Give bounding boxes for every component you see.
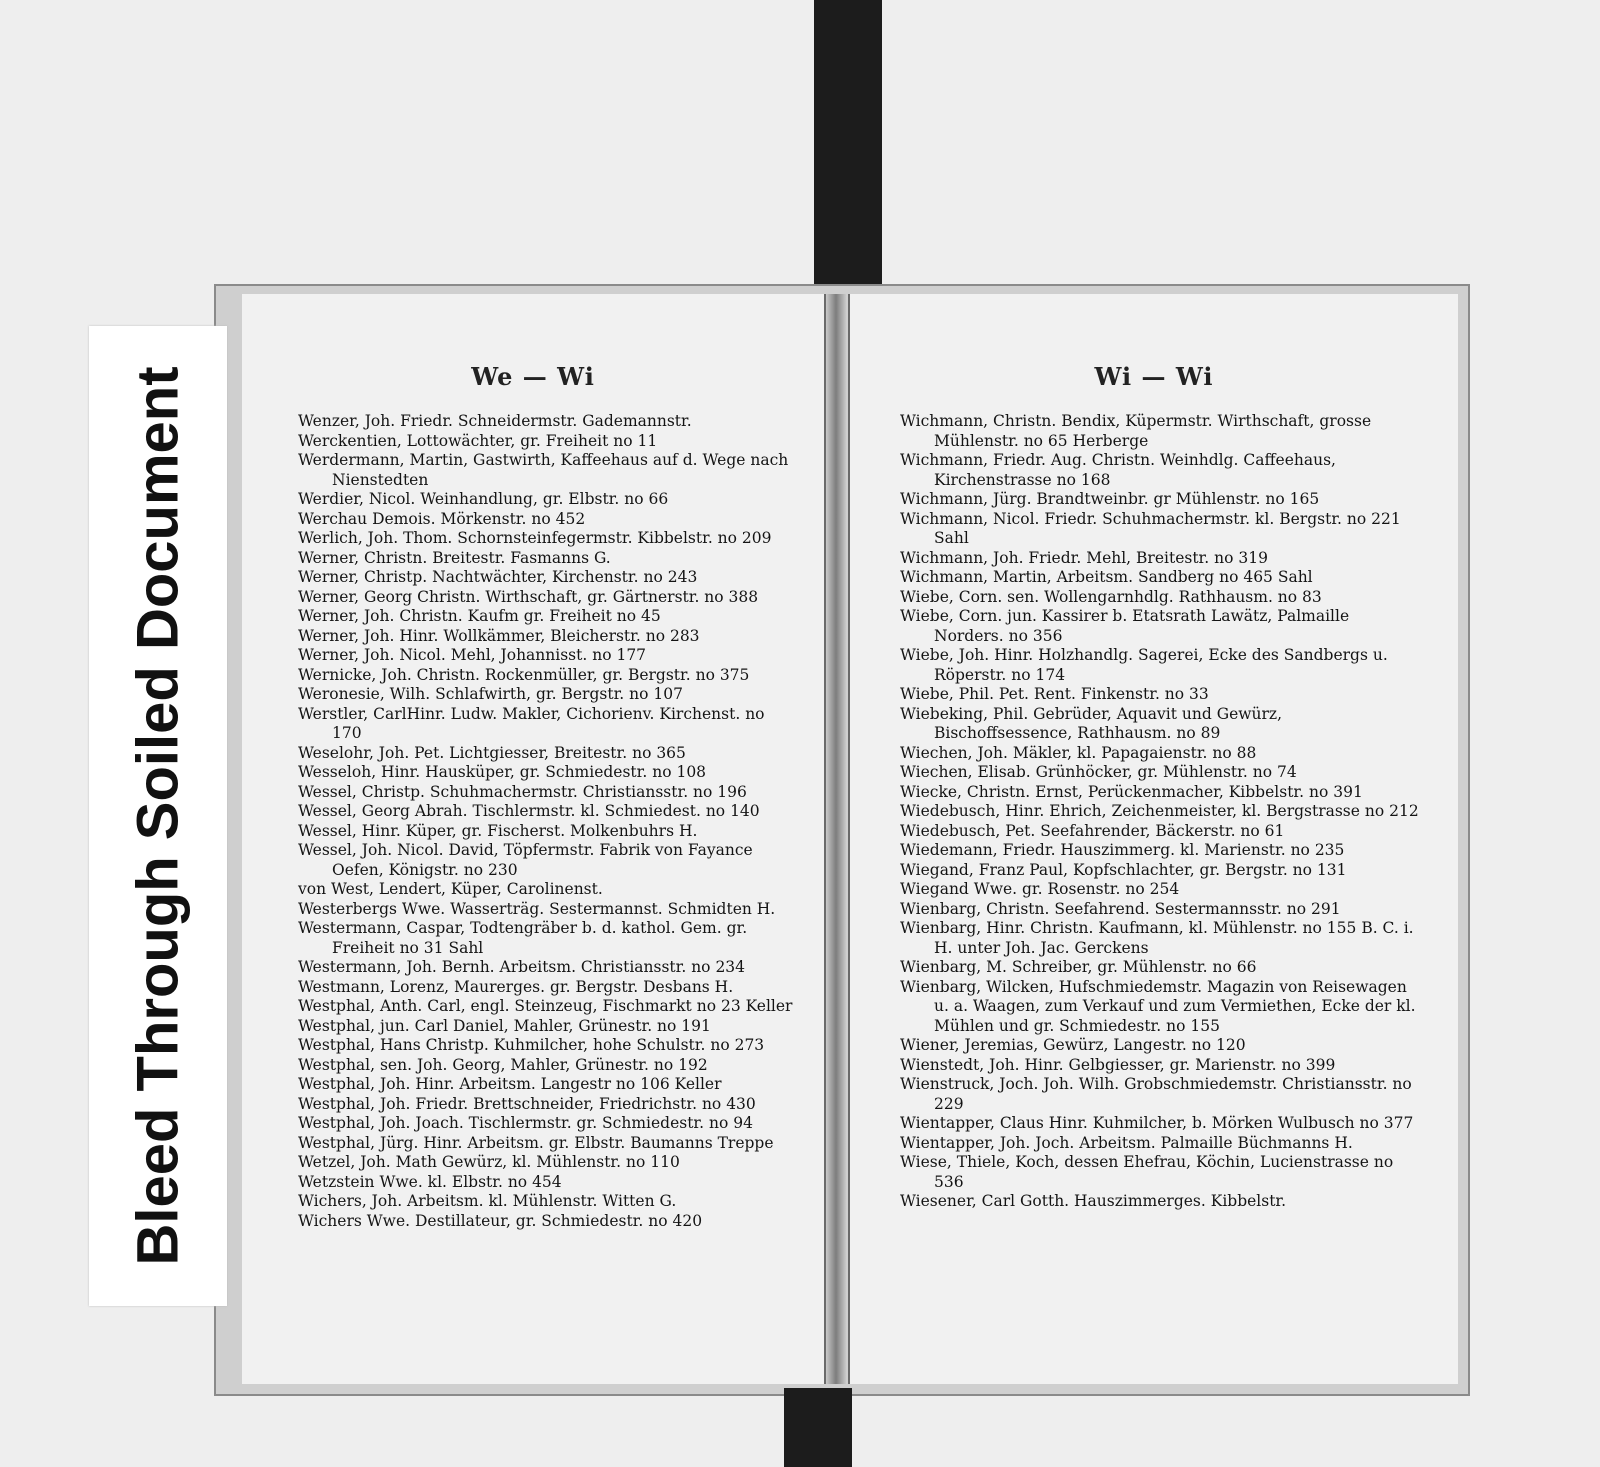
directory-entry: Werner, Joh. Hinr. Wollkämmer, Bleicherstr. no 283 [298, 626, 700, 645]
directory-entry: Werner, Georg Christn. Wirthschaft, gr. Gärtnerstr. no 388 [298, 587, 759, 606]
directory-entry: Wientapper, Claus Hinr. Kuhmilcher, b. Mörken Wulbusch no 377 [900, 1114, 1414, 1132]
right-page-header: Wi — Wi [1094, 362, 1214, 391]
directory-entry: Wiecke, Christn. Ernst, Perückenmacher, Kibbelstr. no 391 [900, 782, 1363, 801]
directory-entry: Wichers Wwe. Destillateur, gr. Schmiedestr. no 420 [298, 1211, 703, 1230]
open-book [216, 286, 1468, 1394]
directory-entry: Wichmann, Jürg. Brandtweinbr. gr Mühlenstr. no 165 [900, 490, 1320, 508]
directory-entry: Wienbarg, Wilcken, Hufschmiedemstr. Magazin von Reisewagen u. a. Waagen, zum Verkauf und zum Vermiethen, Ecke der kl. Mühlen und gr. Schmiedestr. no 155 [900, 977, 1416, 1035]
directory-entry: Werstler, CarlHinr. Ludw. Makler, Cichorienv. Kirchenst. no 170 [298, 704, 765, 742]
directory-entry: Wesseloh, Hinr. Hausküper, gr. Schmiedestr. no 108 [298, 763, 707, 781]
directory-entry: Wiedemann, Friedr. Hauszimmerg. kl. Marienstr. no 235 [900, 841, 1345, 859]
directory-entry: Wichmann, Martin, Arbeitsm. Sandberg no 465 Sahl [900, 568, 1313, 586]
directory-entry: Wenzer, Joh. Friedr. Schneidermstr. Gademannstr. [298, 412, 692, 430]
directory-entry: Wiese, Thiele, Koch, dessen Ehefrau, Köchin, Lucienstrasse no 536 [900, 1153, 1394, 1191]
directory-entry: Werdier, Nicol. Weinhandlung, gr. Elbstr. no 66 [298, 490, 669, 508]
directory-entry: Wienstruck, Joch. Joh. Wilh. Grobschmiedemstr. Christiansstr. no 229 [900, 1075, 1412, 1113]
directory-entry: Westphal, Hans Christp. Kuhmilcher, hohe Schulstr. no 273 [298, 1036, 765, 1054]
directory-entry: Wienbarg, Christn. Seefahrend. Sestermannsstr. no 291 [900, 899, 1341, 918]
directory-entry: Wichmann, Christn. Bendix, Küpermstr. Wirthschaft, grosse Mühlenstr. no 65 Herberge [900, 412, 1372, 450]
binding-strap-bottom [784, 1388, 852, 1467]
directory-entry: Wiechen, Joh. Mäkler, kl. Papagaienstr. no 88 [900, 743, 1257, 762]
directory-entry: Wernicke, Joh. Christn. Rockenmüller, gr. Bergstr. no 375 [298, 665, 750, 684]
directory-entry: Westmann, Lorenz, Maurerges. gr. Bergstr. Desbans H. [298, 977, 734, 996]
directory-entry: Wiedebusch, Hinr. Ehrich, Zeichenmeister, kl. Bergstrasse no 212 [900, 802, 1419, 820]
directory-entry: Wiedebusch, Pet. Seefahrender, Bäckerstr. no 61 [900, 821, 1285, 840]
directory-entry: Wiesener, Carl Gotth. Hauszimmerges. Kibbelstr. [900, 1192, 1287, 1210]
right-page [848, 294, 1458, 1384]
directory-entry: Wessel, Georg Abrah. Tischlermstr. kl. Schmiedest. no 140 [298, 802, 760, 820]
directory-entry: Wetzstein Wwe. kl. Elbstr. no 454 [298, 1172, 562, 1191]
directory-entry: Westerbergs Wwe. Wasserträg. Sestermannst. Schmidten H. [298, 899, 776, 918]
directory-entry: Wiebe, Phil. Pet. Rent. Finkenstr. no 33 [900, 685, 1209, 703]
condition-label [89, 326, 227, 1306]
directory-entry: Werdermann, Martin, Gastwirth, Kaffeehaus auf d. Wege nach Nienstedten [298, 451, 789, 489]
directory-entry: Werner, Christn. Breitestr. Fasmanns G. [298, 548, 611, 567]
directory-entry: Wienbarg, Hinr. Christn. Kaufmann, kl. Mühlenstr. no 155 B. C. i. H. unter Joh. Jac. Gerckens [900, 919, 1414, 957]
directory-entry: Wessel, Joh. Nicol. David, Töpfermstr. Fabrik von Fayance Oefen, Königstr. no 230 [298, 841, 753, 879]
directory-entry: Wiechen, Elisab. Grünhöcker, gr. Mühlenstr. no 74 [900, 763, 1297, 781]
directory-entry: Westphal, sen. Joh. Georg, Mahler, Grünestr. no 192 [298, 1055, 708, 1074]
directory-entry: Wichmann, Nicol. Friedr. Schuhmachermstr. kl. Bergstr. no 221 Sahl [900, 509, 1401, 547]
left-page-header: We — Wi [471, 362, 595, 391]
directory-entry: Werner, Joh. Christn. Kaufm gr. Freiheit no 45 [298, 607, 661, 625]
directory-entry: Westphal, jun. Carl Daniel, Mahler, Grünestr. no 191 [298, 1016, 711, 1035]
directory-entry: Weronesie, Wilh. Schlafwirth, gr. Bergstr. no 107 [298, 685, 683, 703]
directory-entry: Weselohr, Joh. Pet. Lichtgiesser, Breitestr. no 365 [298, 743, 686, 762]
directory-entry: Wienstedt, Joh. Hinr. Gelbgiesser, gr. Marienstr. no 399 [900, 1055, 1336, 1074]
directory-entry: Westphal, Joh. Joach. Tischlermstr. gr. Schmiedestr. no 94 [298, 1114, 753, 1132]
directory-entry: Werckentien, Lottowächter, gr. Freiheit no 11 [298, 431, 658, 450]
directory-entry: Werlich, Joh. Thom. Schornsteinfegermstr. Kibbelstr. no 209 [298, 529, 772, 547]
directory-entry: Wiegand Wwe. gr. Rosenstr. no 254 [900, 880, 1180, 898]
condition-label-text: Bleed Through Soiled Document [125, 366, 191, 1266]
directory-entry: Westphal, Anth. Carl, engl. Steinzeug, Fischmarkt no 23 Keller [298, 997, 793, 1015]
directory-entry: Wichers, Joh. Arbeitsm. kl. Mühlenstr. Witten G. [298, 1192, 677, 1210]
directory-entry: Wiebeking, Phil. Gebrüder, Aquavit und Gewürz, Bischoffsessence, Rathhausm. no 89 [900, 704, 1283, 742]
binding-strap-top [814, 0, 882, 320]
right-entry-list [900, 412, 1420, 1212]
directory-entry: Wichmann, Joh. Friedr. Mehl, Breitestr. no 319 [900, 548, 1268, 567]
directory-entry: Wetzel, Joh. Math Gewürz, kl. Mühlenstr. no 110 [298, 1153, 680, 1171]
directory-entry: Westermann, Caspar, Todtengräber b. d. kathol. Gem. gr. Freiheit no 31 Sahl [298, 919, 748, 957]
directory-entry: Wichmann, Friedr. Aug. Christn. Weinhdlg. Caffeehaus, Kirchenstrasse no 168 [900, 451, 1336, 489]
left-entry-list [298, 412, 798, 1231]
directory-entry: Wessel, Christp. Schuhmachermstr. Christiansstr. no 196 [298, 782, 747, 801]
directory-entry: Wienbarg, M. Schreiber, gr. Mühlenstr. no 66 [900, 958, 1257, 976]
directory-entry: Wiebe, Corn. sen. Wollengarnhdlg. Rathhausm. no 83 [900, 587, 1322, 606]
directory-entry: Westphal, Jürg. Hinr. Arbeitsm. gr. Elbstr. Baumanns Treppe [298, 1133, 774, 1152]
directory-entry: Wiebe, Corn. jun. Kassirer b. Etatsrath Lawätz, Palmaille Norders. no 356 [900, 607, 1350, 645]
directory-entry: Werchau Demois. Mörkenstr. no 452 [298, 509, 586, 528]
directory-entry: Wessel, Hinr. Küper, gr. Fischerst. Molkenbuhrs H. [298, 821, 698, 840]
directory-entry: Wiener, Jeremias, Gewürz, Langestr. no 120 [900, 1036, 1246, 1054]
directory-entry: Wientapper, Joh. Joch. Arbeitsm. Palmaille Büchmanns H. [900, 1133, 1353, 1152]
left-page [242, 294, 826, 1384]
directory-entry: Werner, Christp. Nachtwächter, Kirchenstr. no 243 [298, 568, 698, 586]
directory-entry: Westphal, Joh. Friedr. Brettschneider, Friedrichstr. no 430 [298, 1094, 756, 1113]
book-gutter [826, 294, 846, 1384]
directory-entry: Werner, Joh. Nicol. Mehl, Johannisst. no 177 [298, 646, 647, 664]
directory-entry: Wiegand, Franz Paul, Kopfschlachter, gr. Bergstr. no 131 [900, 860, 1347, 879]
directory-entry: von West, Lendert, Küper, Carolinenst. [298, 880, 603, 898]
directory-entry: Westphal, Joh. Hinr. Arbeitsm. Langestr no 106 Keller [298, 1075, 722, 1093]
directory-entry: Westermann, Joh. Bernh. Arbeitsm. Christiansstr. no 234 [298, 958, 746, 976]
directory-entry: Wiebe, Joh. Hinr. Holzhandlg. Sagerei, Ecke des Sandbergs u. Röperstr. no 174 [900, 646, 1388, 684]
